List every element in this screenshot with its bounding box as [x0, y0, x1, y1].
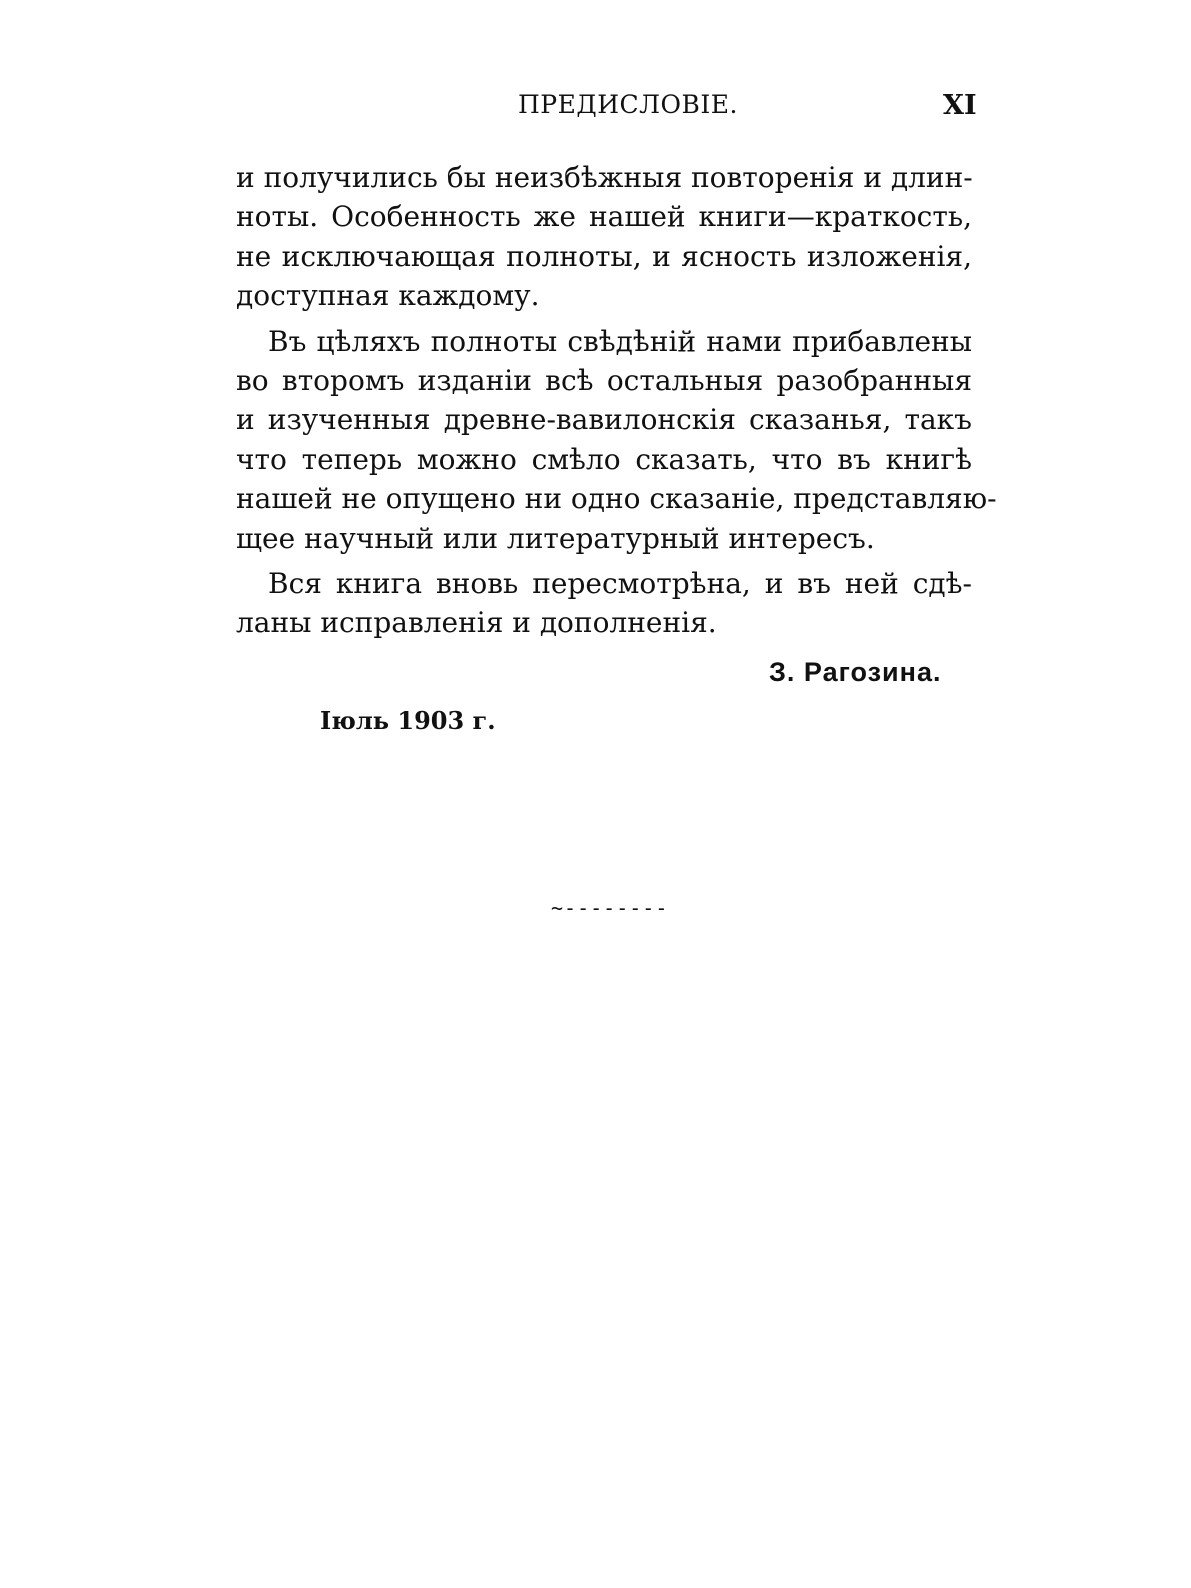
text-line: нашей не опущено ни одно сказаніе, представляю- [236, 482, 997, 516]
text-line: и получились бы неизбѣжныя повторенія и длин- [236, 161, 973, 194]
text-line: не исключающая полноты, и ясность изложенія, [236, 239, 972, 273]
text-line: ланы исправленія и дополненія. [236, 606, 717, 640]
paragraph-3 [236, 564, 972, 643]
text-line: ноты. Особенность же нашей книги—краткость, [236, 200, 972, 234]
text-line: Вся книга вновь пересмотрѣна, и въ ней сдѣ- [268, 567, 972, 601]
text-line: и изученныя древне-вавилонскія сказанья, такъ [236, 403, 972, 437]
running-head-title: ПРЕДИСЛОВІЕ. [518, 90, 738, 119]
page-number: XI [943, 90, 977, 121]
author-signature: З. Рагозина. [769, 657, 942, 687]
text-line: Въ цѣляхъ полноты свѣдѣній нами прибавлены [268, 324, 972, 358]
text-line: щее научный или литературный интересъ. [236, 521, 875, 555]
body-text [236, 158, 997, 643]
paragraph-1 [236, 158, 972, 316]
end-ornament: ~-------- [551, 896, 669, 920]
text-line: во второмъ изданіи всѣ остальныя разобранныя [236, 364, 972, 398]
date-line: Іюль 1903 г. [320, 706, 496, 735]
paragraph-2 [236, 322, 997, 558]
text-line: доступная каждому. [236, 279, 540, 313]
text-line: что теперь можно смѣло сказать, что въ книгѣ [236, 442, 972, 476]
